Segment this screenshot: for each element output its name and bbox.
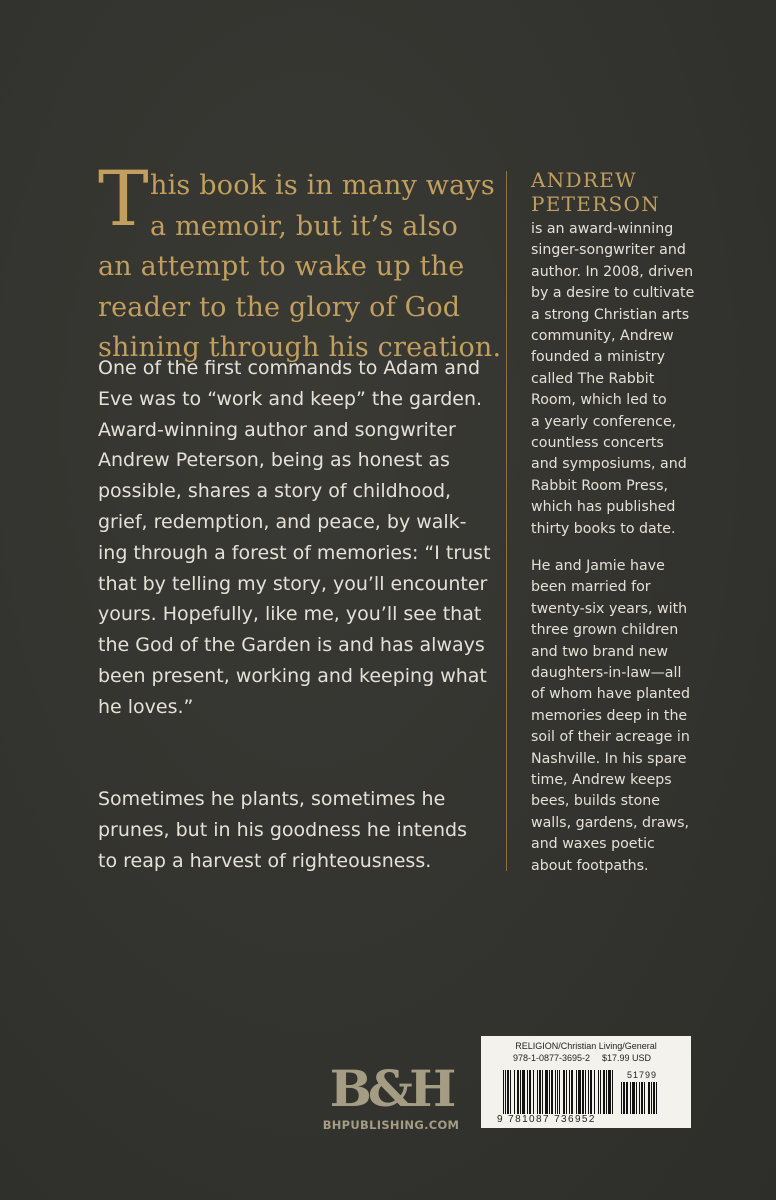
text-line: grief, redemption, and peace, by walk- <box>98 510 467 533</box>
bio-line: is an award-winning <box>531 221 674 237</box>
publisher-logo <box>321 1059 461 1132</box>
pull-quote <box>98 166 502 369</box>
barcode-bar <box>644 1082 645 1114</box>
price-addon-number: 51799 <box>627 1070 658 1080</box>
barcode-bar <box>606 1070 607 1114</box>
drop-cap-letter: T <box>98 154 149 243</box>
barcode-bar <box>626 1082 628 1114</box>
barcode-bar <box>539 1070 541 1114</box>
barcode-bar <box>505 1070 506 1114</box>
barcode-bar <box>653 1082 655 1114</box>
bio-line: countless concerts <box>531 435 664 452</box>
text-line: ing through a forest of memories: “I trust <box>98 541 491 564</box>
text-line: been present, working and keeping what <box>98 664 487 687</box>
barcode-bar <box>651 1082 652 1114</box>
bio-line: and symposiums, and <box>531 456 687 473</box>
isbn-barcode <box>503 1070 613 1114</box>
barcode-bar <box>559 1070 560 1114</box>
bio-line: thirty books to date. <box>531 520 676 537</box>
barcode-bar <box>510 1070 511 1114</box>
publisher-url: BHPUBLISHING.COM <box>322 1118 460 1132</box>
pull-quote-line: shining through his creation. <box>98 332 502 363</box>
barcode-bar <box>632 1082 635 1114</box>
barcode-bar <box>520 1070 521 1114</box>
bio-line: twenty-six years, with <box>531 600 688 617</box>
text-line: to reap a harvest of righteousness. <box>98 849 432 872</box>
description-paragraph-2 <box>98 784 482 876</box>
pull-quote-line: an attempt to wake up the <box>98 251 465 282</box>
barcode-bar <box>585 1070 586 1114</box>
barcode-bar <box>555 1070 556 1114</box>
bio-line: been married for <box>531 579 651 596</box>
barcode-bar <box>594 1070 595 1114</box>
bio-line: a yearly conference, <box>531 413 677 430</box>
author-bio-paragraph-1 <box>531 219 731 540</box>
barcode-bar <box>578 1070 581 1114</box>
description-paragraph-1 <box>98 353 491 723</box>
pull-quote-line: his book is in many ways <box>150 170 495 201</box>
barcode-bar <box>630 1082 631 1114</box>
barcode-bar <box>603 1070 605 1114</box>
barcode-bar <box>545 1070 548 1114</box>
text-line: that by telling my story, you’ll encounter <box>98 572 488 595</box>
barcode-bar <box>621 1082 622 1114</box>
bio-line: soil of their acreage in <box>531 729 690 746</box>
barcode-bar <box>612 1070 613 1114</box>
bio-line: founded a ministry <box>531 349 665 366</box>
barcode-bar <box>656 1082 657 1114</box>
barcode-bar <box>517 1070 519 1114</box>
author-bio-paragraph-2 <box>531 556 731 877</box>
bio-line: of whom have planted <box>531 686 691 703</box>
text-line: yours. Hopefully, like me, you’ll see that <box>98 603 482 626</box>
barcode-digits: 9 781087 736952 <box>497 1114 596 1125</box>
barcode-bar <box>639 1082 640 1114</box>
bio-line: daughters-in-law—all <box>531 665 682 682</box>
bio-line: a strong Christian arts <box>531 306 690 323</box>
column-divider <box>506 171 507 871</box>
isbn: 978-1-0877-3695-2 <box>513 1053 591 1063</box>
author-name <box>531 168 660 216</box>
bio-line: time, Andrew keeps <box>531 772 672 789</box>
text-line: prunes, but in his goodness he intends <box>98 818 468 841</box>
barcode-bar <box>623 1082 625 1114</box>
barcode-box <box>481 1036 691 1128</box>
barcode-bar <box>641 1082 643 1114</box>
barcode-bar <box>527 1070 528 1114</box>
barcode-bar <box>542 1070 543 1114</box>
barcode-bar <box>576 1070 577 1114</box>
barcode-bar <box>648 1082 650 1114</box>
bio-line: which has published <box>531 499 676 516</box>
price-addon-barcode <box>621 1082 669 1114</box>
pull-quote-line: reader to the glory of God <box>98 291 461 323</box>
barcode-bar <box>582 1070 584 1114</box>
barcode-bar <box>569 1070 570 1114</box>
price: $17.99 USD <box>602 1053 652 1063</box>
barcode-bar <box>590 1070 592 1114</box>
barcode-bar <box>533 1070 534 1114</box>
barcode-bar <box>514 1070 515 1114</box>
bio-line: memories deep in the <box>531 707 688 724</box>
bio-line: about footpaths. <box>531 857 649 874</box>
author-last-name: PETERSON <box>531 192 661 216</box>
barcode-bar <box>588 1070 589 1114</box>
text-line: Sometimes he plants, sometimes he <box>98 788 446 810</box>
barcode-bar <box>608 1070 611 1114</box>
barcode-bar <box>551 1070 553 1114</box>
barcode-bar <box>537 1070 538 1114</box>
text-line: the God of the Garden is and has always <box>98 634 485 657</box>
bio-line: bees, builds stone <box>531 793 661 810</box>
barcode-bar <box>600 1070 601 1114</box>
barcode-bar <box>557 1070 558 1114</box>
bio-line: and two brand new <box>531 643 668 660</box>
text-line: he loves.” <box>98 695 194 718</box>
barcode-bar <box>566 1070 567 1114</box>
barcode-bar <box>636 1082 637 1114</box>
bio-line: Nashville. In his spare <box>531 750 687 767</box>
barcode-bar <box>598 1070 599 1114</box>
text-line: One of the first commands to Adam and <box>98 357 481 379</box>
barcode-bar <box>522 1070 525 1114</box>
bisac-category: RELIGION/Christian Living/General <box>515 1041 657 1051</box>
barcode-bar <box>529 1070 531 1114</box>
author-first-name: ANDREW <box>531 168 637 192</box>
bio-line: community, Andrew <box>531 328 674 345</box>
bio-line: Rabbit Room Press, <box>531 477 669 494</box>
bio-line: author. In 2008, driven <box>531 263 694 280</box>
bio-line: Room, which led to <box>531 392 667 409</box>
barcode-bar <box>503 1070 504 1114</box>
bio-line: by a desire to cultivate <box>531 285 695 302</box>
barcode-bar <box>507 1070 509 1114</box>
bio-line: and waxes poetic <box>531 836 655 853</box>
barcode-bar <box>549 1070 550 1114</box>
text-line: possible, shares a story of childhood, <box>98 480 452 503</box>
bio-line: He and Jamie have <box>531 558 665 574</box>
pull-quote-line: a memoir, but it’s also <box>150 210 458 242</box>
bio-line: walls, gardens, draws, <box>531 814 690 831</box>
text-line: Award-winning author and songwriter <box>98 418 456 441</box>
bio-line: three grown children <box>531 622 679 639</box>
bh-logo-mark: B&H <box>329 1059 453 1118</box>
text-line: Eve was to “work and keep” the garden. <box>98 387 483 410</box>
barcode-bar <box>571 1070 573 1114</box>
text-line: Andrew Peterson, being as honest as <box>98 449 450 472</box>
bio-line: singer-songwriter and <box>531 242 686 259</box>
bio-line: called The Rabbit <box>531 370 655 387</box>
barcode-bar <box>563 1070 565 1114</box>
